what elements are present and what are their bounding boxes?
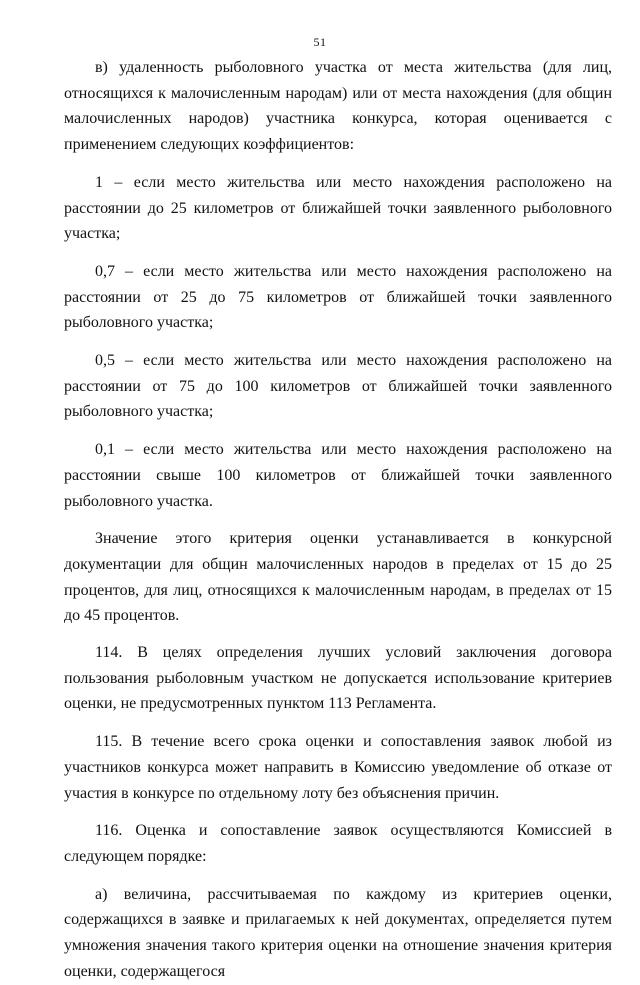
paragraph-coefficient-0-5: 0,5 – если место жительства или место нахождения расположено на расстоянии от 75 до 100 километров от ближайшей точки заявленного рыболовного участка; <box>64 352 612 421</box>
paragraph-criterion-value: Значение этого критерия оценки устанавливается в конкурсной документации для общин малочисленных народов в пределах от 15 до 25 процентов, для лиц, относящихся к малочисленным народам, в пределах от 15 до 45 процентов. <box>64 530 612 625</box>
paragraph-coefficient-0-7: 0,7 – если место жительства или место нахождения расположено на расстоянии от 25 до 75 километров от ближайшей точки заявленного рыболовного участка; <box>64 262 612 332</box>
paragraph-coefficient-1: 1 – если место жительства или место нахождения расположено на расстоянии до 25 километров от ближайшей точки заявленного рыболовного участка; <box>64 173 612 243</box>
paragraph-coefficient-0-1: 0,1 – если место жительства или место нахождения расположено на расстоянии свыше 100 километров от ближайшей точки заявленного рыболовного участка. <box>64 441 612 510</box>
page-number: 51 <box>313 35 327 49</box>
paragraph-item-116-a: а) величина, рассчитываемая по каждому из критериев оценки, содержащихся в заявке и прилагаемых к ней документах, определяется путем умножения значения такого критерия оценки на отношение значения критерия оценки, содержащегося <box>64 885 612 980</box>
paragraph-criterion-v: в) удаленность рыболовного участка от места жительства (для лиц, относящихся к малочисленным народам) или от места нахождения (для общин малочисленных народов) участника конкурса, которая оценивается с применением следующих коэффициентов: <box>64 59 612 154</box>
document-body <box>64 55 612 985</box>
paragraph-item-114: 114. В целях определения лучших условий заключения договора пользования рыболовным участком не допускается использование критериев оценки, не предусмотренных пунктом 113 Регламента. <box>64 644 612 713</box>
paragraph-item-116: 116. Оценка и сопоставление заявок осуществляются Комиссией в следующем порядке: <box>64 822 612 865</box>
paragraph-item-115: 115. В течение всего срока оценки и сопоставления заявок любой из участников конкурса может направить в Комиссию уведомление об отказе от участия в конкурсе по отдельному лоту без объяснения причин. <box>64 733 612 802</box>
